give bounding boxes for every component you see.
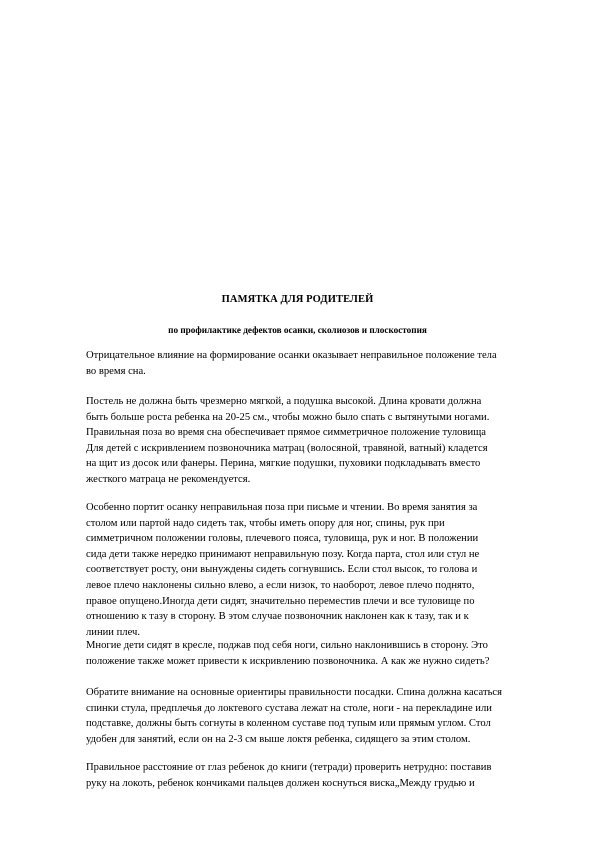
text-line: подставке, должны быть согнуты в коленном суставе под тупым или прямым углом. Стол	[86, 718, 491, 730]
document-title: ПАМЯТКА ДЛЯ РОДИТЕЛЕЙ	[221, 294, 374, 305]
text-line: на щит из досок или фанеры. Перина, мягкие подушки, пуховики подкладывать вместо	[86, 458, 481, 470]
paragraph-armchair	[86, 638, 546, 669]
text-line: Для детей с искривлением позвоночника матрац (волосяной, травяной, ватный) кладется	[86, 442, 488, 454]
text-line: положение также может привести к искривлению позвоночника. А как же нужно сидеть?	[86, 655, 490, 667]
text-line: руку на локоть, ребенок кончиками пальцев должен коснуться виска„Между грудью и	[86, 777, 475, 789]
text-line: сида дети также нередко принимают неправильную позу. Когда парта, стол или стул не	[86, 548, 480, 560]
text-line: правое опущено.Иногда дети сидят, значительно переместив плечи и все туловище по	[86, 595, 475, 607]
paragraph-sitting-guidelines	[86, 685, 546, 747]
text-line: спинки стула, предплечья до локтевого сустава лежат на столе, ноги - на перекладине или	[86, 702, 492, 714]
text-line: удобен для занятий, если он на 2-3 см выше локтя ребенка, сидящего за этим столом.	[86, 733, 471, 745]
text-line: соответствует росту, они вынуждены сидеть согнувшись. Если стол высок, то голова и	[86, 564, 478, 576]
text-line: во время сна.	[86, 365, 146, 377]
text-line: Особенно портит осанку неправильная поза при письме и чтении. Во время занятия за	[86, 502, 478, 513]
text-line: Обратите внимание на основные ориентиры правильности посадки. Спина должна касаться	[86, 687, 502, 698]
text-line: Правильная поза во время сна обеспечивает прямое симметричное положение туловища	[86, 427, 486, 439]
paragraph-writing-posture	[86, 500, 546, 640]
paragraph-sleep-posture	[86, 348, 546, 379]
text-line: отношению к тазу в сторону. В этом случае позвоночник наклонен как к тазу, так и к	[86, 611, 469, 623]
text-line: симметричном положении головы, плечевого пояса, туловища, рук и ног. В положении	[86, 533, 479, 545]
document-subtitle: по профилактике дефектов осанки, сколиозов и плоскостопия	[168, 325, 427, 335]
text-line: Правильное расстояние от глаз ребенок до книги (тетради) проверить нетрудно: поставив	[86, 762, 492, 773]
text-line: Постель не должна быть чрезмерно мягкой, а подушка высокой. Длина кровати должна	[86, 396, 482, 407]
paragraph-bed	[86, 394, 546, 488]
text-line: Отрицательное влияние на формирование осанки оказывает неправильное положение тела	[86, 350, 497, 361]
paragraph-eye-distance	[86, 760, 546, 791]
text-line: Многие дети сидят в кресле, поджав под себя ноги, сильно наклонившись в сторону. Это	[86, 640, 488, 651]
text-line: быть больше роста ребенка на 20-25 см., чтобы можно было спать с вытянутыми ногами.	[86, 411, 490, 423]
text-line: левое плечо наклонены сильно влево, а если низок, то наоборот, левое плечо поднято,	[86, 579, 475, 591]
text-line: линии плеч.	[86, 626, 140, 638]
text-line: столом или партой надо сидеть так, чтобы иметь опору для ног, спины, рук при	[86, 517, 445, 529]
text-line: жесткого матраца не рекомендуется.	[86, 473, 251, 485]
